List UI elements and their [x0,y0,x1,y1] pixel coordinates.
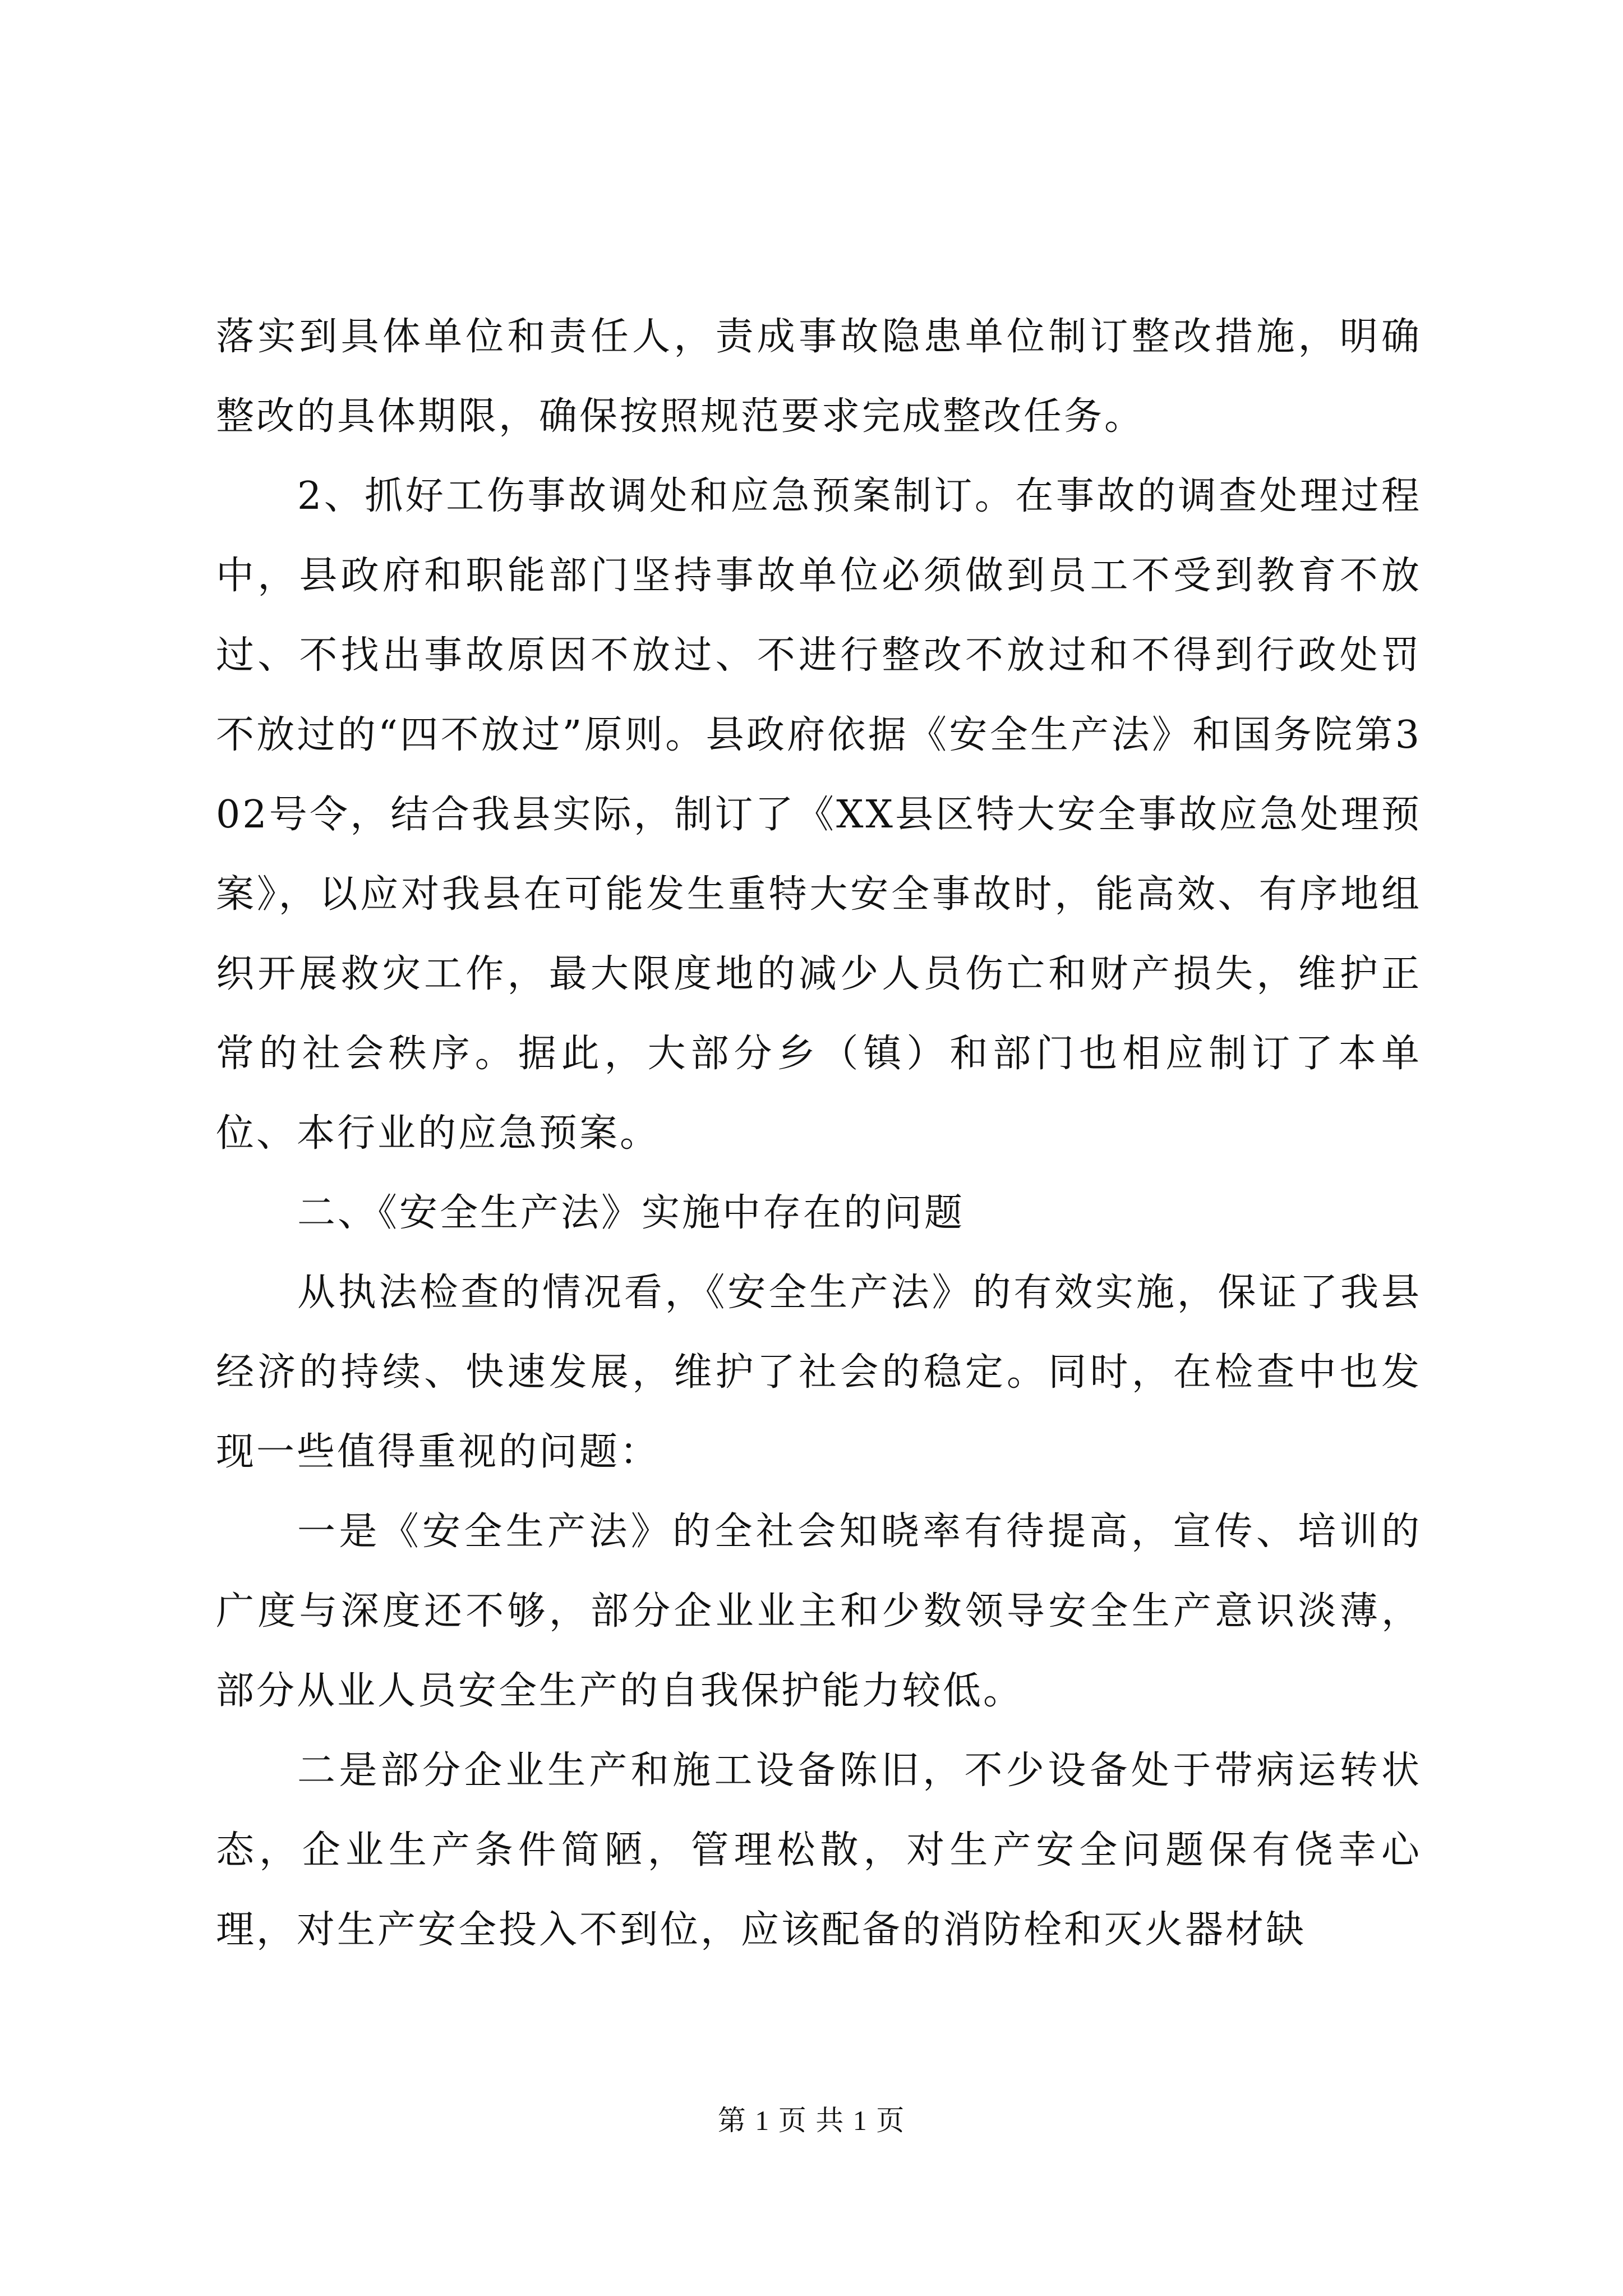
paragraph-continuation: 落实到具体单位和责任人，责成事故隐患单位制订整改措施，明确整改的具体期限，确保按照规范要求完成整改任务。 [216,315,1422,439]
paragraph-inspection-overview: 从执法检查的情况看，《安全生产法》的有效实施，保证了我县经济的持续、快速发展，维护了社会的稳定。同时，在检查中也发现一些值得重视的问题： [216,1271,1422,1474]
document-body [216,297,1422,1970]
section-heading-problems: 二、《安全生产法》实施中存在的问题 [297,1191,965,1235]
paragraph-problem-two: 二是部分企业生产和施工设备陈旧，不少设备处于带病运转状态，企业生产条件简陋，管理松散，对生产安全问题保有侥幸心理，对生产安全投入不到位，应该配备的消防栓和灭火器材缺 [216,1749,1422,1952]
paragraph-problem-one: 一是《安全生产法》的全社会知晓率有待提高，宣传、培训的广度与深度还不够，部分企业业主和少数领导安全生产意识淡薄，部分从业人员安全生产的自我保护能力较低。 [216,1510,1422,1713]
paragraph-accident-handling: 2、抓好工伤事故调处和应急预案制订。在事故的调查处理过程中，县政府和职能部门坚持事故单位必须做到员工不受到教育不放过、不找出事故原因不放过、不进行整改不放过和不得到行政处罚不放过的“四不放过”原则。县政府依据《安全生产法》和国务院第302号令，结合我县实际，制订了《XX县区特大安全事故应急处理预案》，以应对我县在可能发生重特大安全事故时，能高效、有序地组织开展救灾工作，最大限度地的减少人员伤亡和财产损失，维护正常的社会秩序。据此，大部分乡（镇）和部门也相应制订了本单位、本行业的应急预案。 [216,474,1422,1156]
page-footer: 第 1 页 共 1 页 [717,2105,906,2136]
